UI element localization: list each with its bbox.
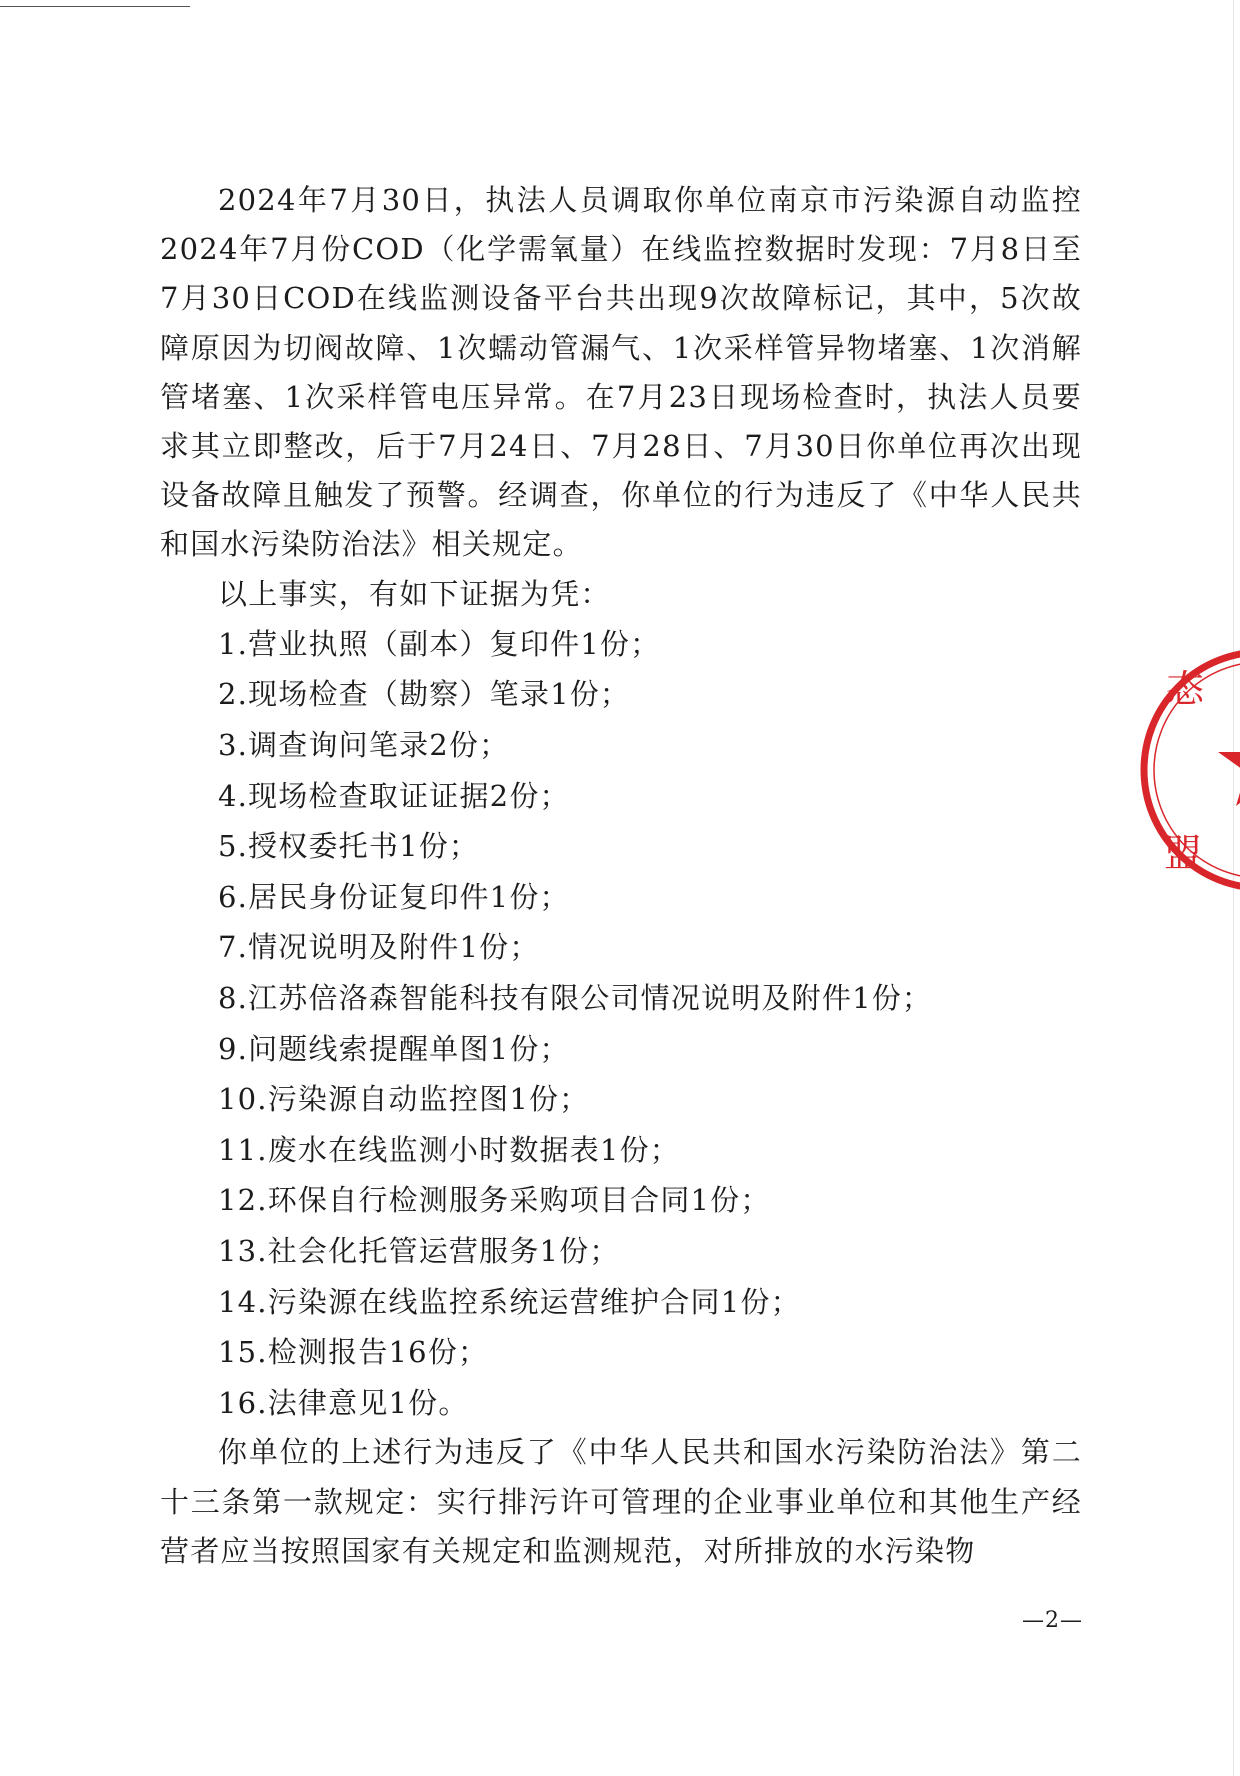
evidence-item: 7.情况说明及附件1份； bbox=[218, 930, 540, 965]
evidence-item: 4.现场检查取证证据2份； bbox=[218, 778, 570, 813]
violation-paragraph: 你单位的上述行为违反了《中华人民共和国水污染防治法》第二十三条第一款规定：实行排污许可管理的企业事业单位和其他生产经营者应当按照国家有关规定和监测规范，对所排放的水污染物 bbox=[160, 1435, 1082, 1568]
top-margin-rule bbox=[0, 6, 190, 7]
document-body bbox=[160, 176, 1082, 1576]
seal-star-icon bbox=[1218, 718, 1240, 806]
evidence-item: 15.检测报告16份； bbox=[218, 1335, 489, 1370]
evidence-item: 12.环保自行检测服务采购项目合同1份； bbox=[218, 1183, 771, 1218]
page-number: —2— bbox=[1022, 1608, 1083, 1633]
evidence-item: 9.问题线索提醒单图1份； bbox=[218, 1031, 570, 1066]
evidence-item: 10.污染源自动监控图1份； bbox=[218, 1082, 590, 1117]
evidence-intro: 以上事实，有如下证据为凭： bbox=[218, 576, 611, 611]
evidence-item: 14.污染源在线监控系统运营维护合同1份； bbox=[218, 1284, 801, 1319]
seal-text-top: 态 bbox=[1166, 667, 1205, 711]
official-seal-fragment bbox=[1140, 640, 1240, 900]
evidence-item: 16.法律意见1份。 bbox=[218, 1385, 469, 1420]
facts-paragraph: 2024年7月30日，执法人员调取你单位南京市污染源自动监控2024年7月份COD（化学需氧量）在线监控数据时发现：7月8日至7月30日COD在线监测设备平台共出现9次故障标记，其中，5次故障原因为切阀故障、1次蠕动管漏气、1次采样管异物堵塞、1次消解管堵塞、1次采样管电压异常。在7月23日现场检查时，执法人员要求其立即整改，后于7月24日、7月28日、7月30日你单位再次出现设备故障且触发了预警。经调查，你单位的行为违反了《中华人民共和国水污染防治法》相关规定。 bbox=[160, 183, 1082, 562]
evidence-list bbox=[160, 619, 1082, 1429]
evidence-item: 3.调查询问笔录2份； bbox=[218, 728, 510, 763]
evidence-item: 5.授权委托书1份； bbox=[218, 829, 480, 864]
seal-text-bottom: 盟 bbox=[1164, 831, 1203, 875]
evidence-item: 8.江苏倍洛森智能科技有限公司情况说明及附件1份； bbox=[218, 980, 933, 1015]
evidence-item: 1.营业执照（副本）复印件1份； bbox=[218, 626, 661, 661]
evidence-item: 6.居民身份证复印件1份； bbox=[218, 879, 570, 914]
evidence-item: 13.社会化托管运营服务1份； bbox=[218, 1233, 620, 1268]
evidence-item: 2.现场检查（勘察）笔录1份； bbox=[218, 677, 631, 712]
evidence-item: 11.废水在线监测小时数据表1份； bbox=[218, 1132, 680, 1167]
